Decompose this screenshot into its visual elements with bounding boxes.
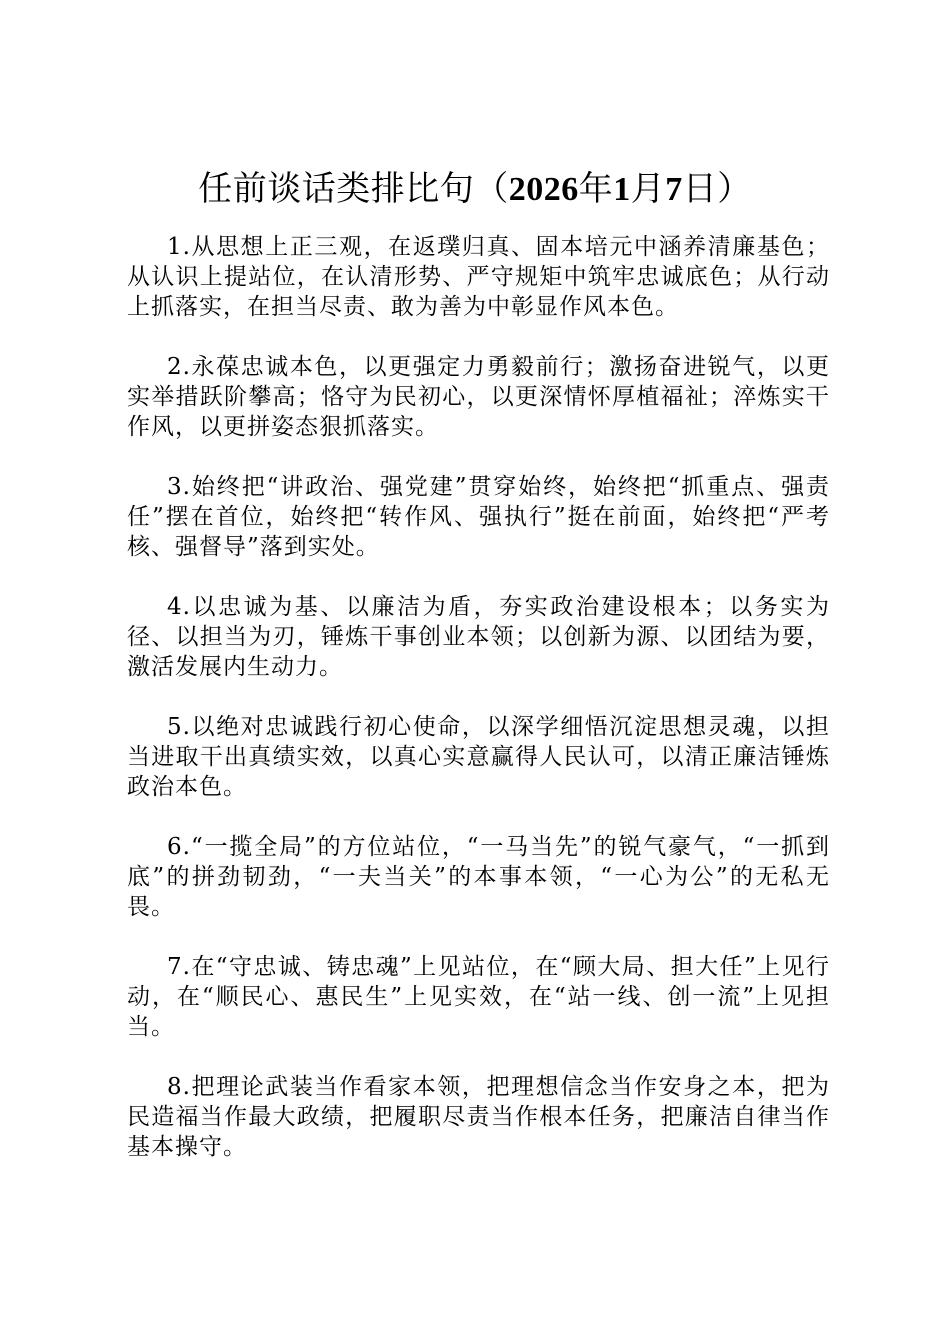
title-month: 1	[613, 171, 631, 208]
paragraph-3: 3.始终把“讲政治、强党建”贯穿始终，始终把“抓重点、强责任”摆在首位，始终把“转作风、强执行”挺在前面，始终把“严考核、强督导”落到实处。	[127, 474, 830, 560]
paragraph-1: 1.从思想上正三观，在返璞归真、固本培元中涵养清廉基色；从认识上提站位，在认清形势、严守规矩中筑牢忠诚底色；从行动上抓落实，在担当尽责、敢为善为中彰显作风本色。	[127, 234, 830, 320]
paragraph-6: 6.“一揽全局”的方位站位，“一马当先”的锐气豪气，“一抓到底”的拼劲韧劲，“一夫当关”的本事本领，“一心为公”的无私无畏。	[127, 834, 830, 920]
title-year: 2026	[508, 171, 579, 208]
title-text-d: 日）	[682, 169, 752, 209]
paragraph-5: 5.以绝对忠诚践行初心使命，以深学细悟沉淀思想灵魂，以担当进取干出真绩实效，以真心实意赢得人民认可，以清正廉洁锤炼政治本色。	[127, 714, 830, 800]
title-text-a: 任前谈话类排比句（	[198, 169, 509, 209]
paragraph-8: 8.把理论武装当作看家本领，把理想信念当作安身之本，把为民造福当作最大政绩，把履职尽责当作根本任务，把廉洁自律当作基本操守。	[127, 1074, 830, 1160]
document-title	[0, 166, 950, 213]
title-text-c: 月	[630, 169, 666, 209]
title-day: 7	[665, 171, 683, 208]
title-text-b: 年	[578, 169, 614, 209]
document-body	[127, 232, 830, 1192]
paragraph-4: 4.以忠诚为基、以廉洁为盾，夯实政治建设根本；以务实为径、以担当为刃，锤炼干事创业本领；以创新为源、以团结为要，激活发展内生动力。	[127, 594, 830, 680]
paragraph-7: 7.在“守忠诚、铸忠魂”上见站位，在“顾大局、担大任”上见行动，在“顺民心、惠民生”上见实效，在“站一线、创一流”上见担当。	[127, 954, 830, 1040]
paragraph-2: 2.永葆忠诚本色，以更强定力勇毅前行；激扬奋进锐气，以更实举措跃阶攀高；恪守为民初心，以更深情怀厚植福祉；淬炼实干作风，以更拼姿态狠抓落实。	[127, 354, 830, 440]
